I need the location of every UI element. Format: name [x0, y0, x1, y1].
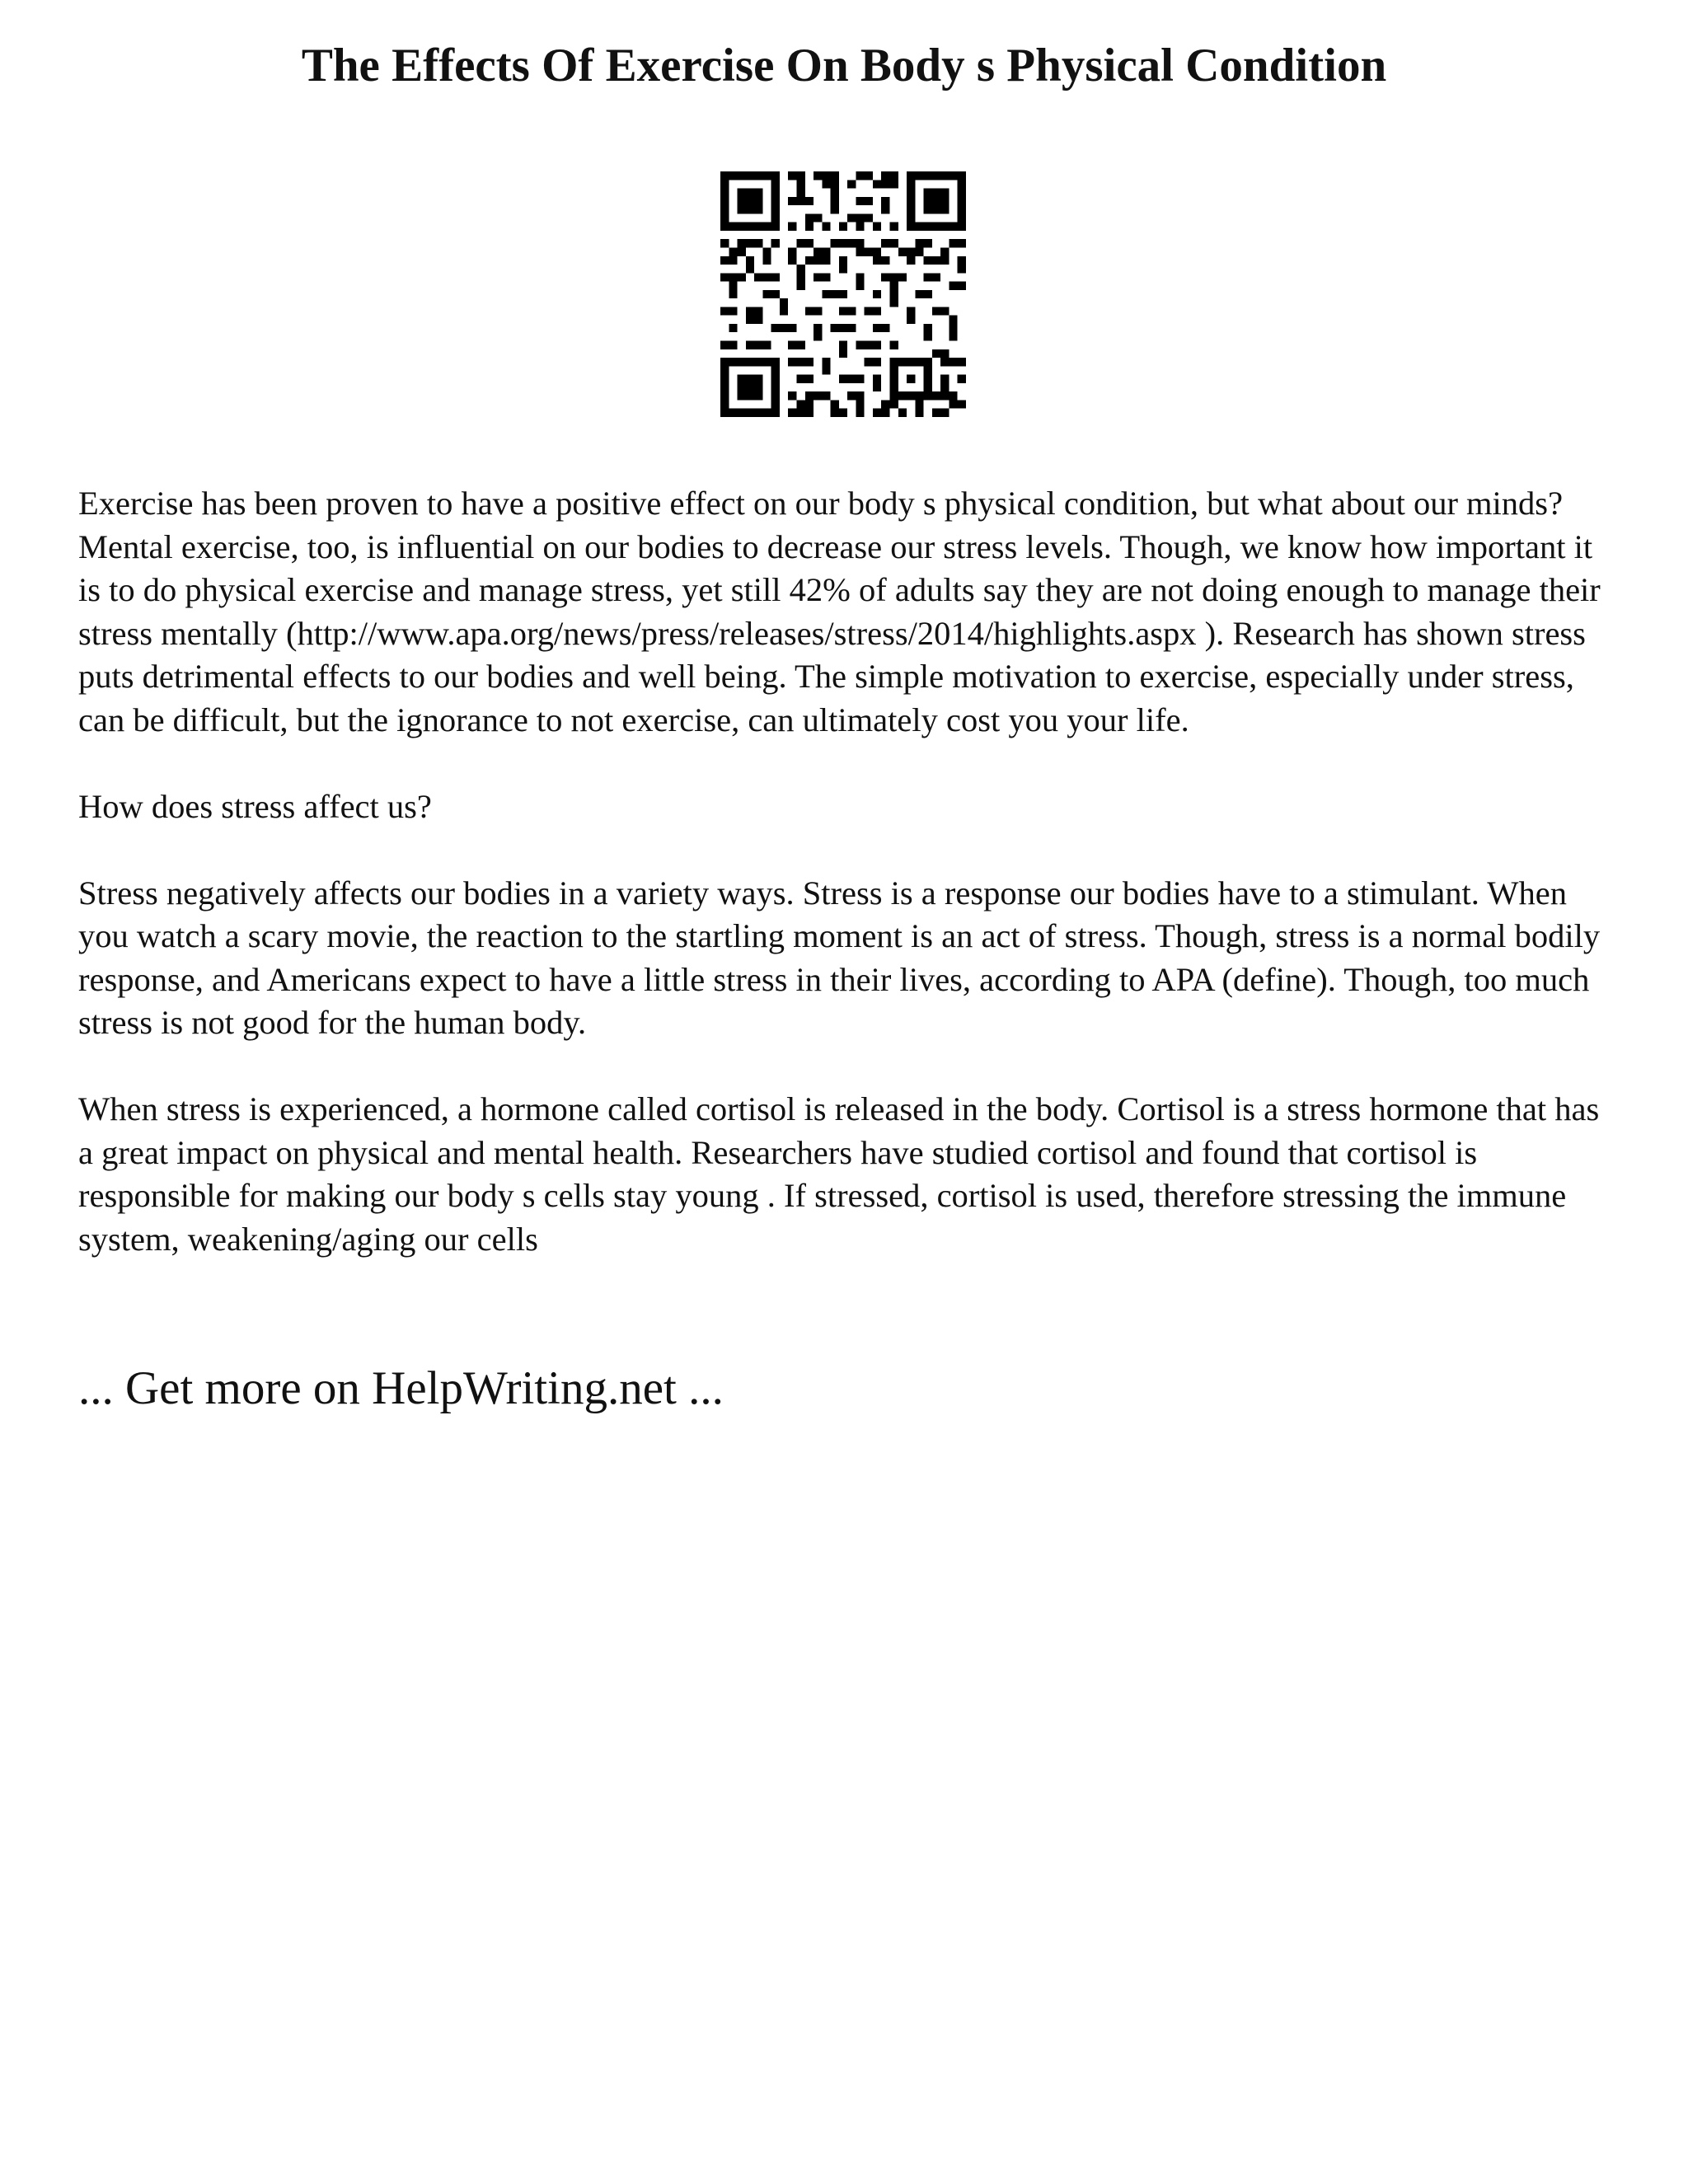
document-title: The Effects Of Exercise On Body s Physical Condition — [301, 40, 1387, 91]
get-more-link[interactable]: ... Get more on HelpWriting.net ... — [78, 1362, 724, 1414]
document-body — [78, 482, 1620, 1261]
section-heading: How does stress affect us? — [78, 787, 432, 825]
paragraph: Stress negatively affects our bodies in a variety ways. Stress is a response our bodies have to a stimulant. When you watch a scary movie, the reaction to the startling moment is an act of stress. Though, stress is a normal bodily response, and Americans expect to have a little stress in their lives, according to APA (define). Though, too much stress is not good for the human body. — [78, 874, 1601, 1041]
paragraph: Exercise has been proven to have a positive effect on our body s physical condition, but what about our minds? Mental exercise, too, is influential on our bodies to decrease our stress levels. Though, we know how important it is to do physical exercise and manage stress, yet still 42% of adults say they are not doing enough to manage their stress mentally (http://www.apa.org/news/press/releases/stress/2014/highlights.aspx ). Research has shown stress puts detrimental effects to our bodies and well being. The simple motivation to exercise, especially under stress, can be difficult, but the ignorance to not exercise, can ultimately cost you your life. — [78, 485, 1601, 738]
paragraph: When stress is experienced, a hormone called cortisol is released in the body. Cortisol is a stress hormone that has a great impact on physical and mental health. Researchers have studied cortisol and found that cortisol is responsible for making our body s cells stay young . If stressed, cortisol is used, therefore stressing the immune system, weakening/aging our cells — [78, 1090, 1600, 1258]
qr-code-icon — [720, 171, 966, 417]
